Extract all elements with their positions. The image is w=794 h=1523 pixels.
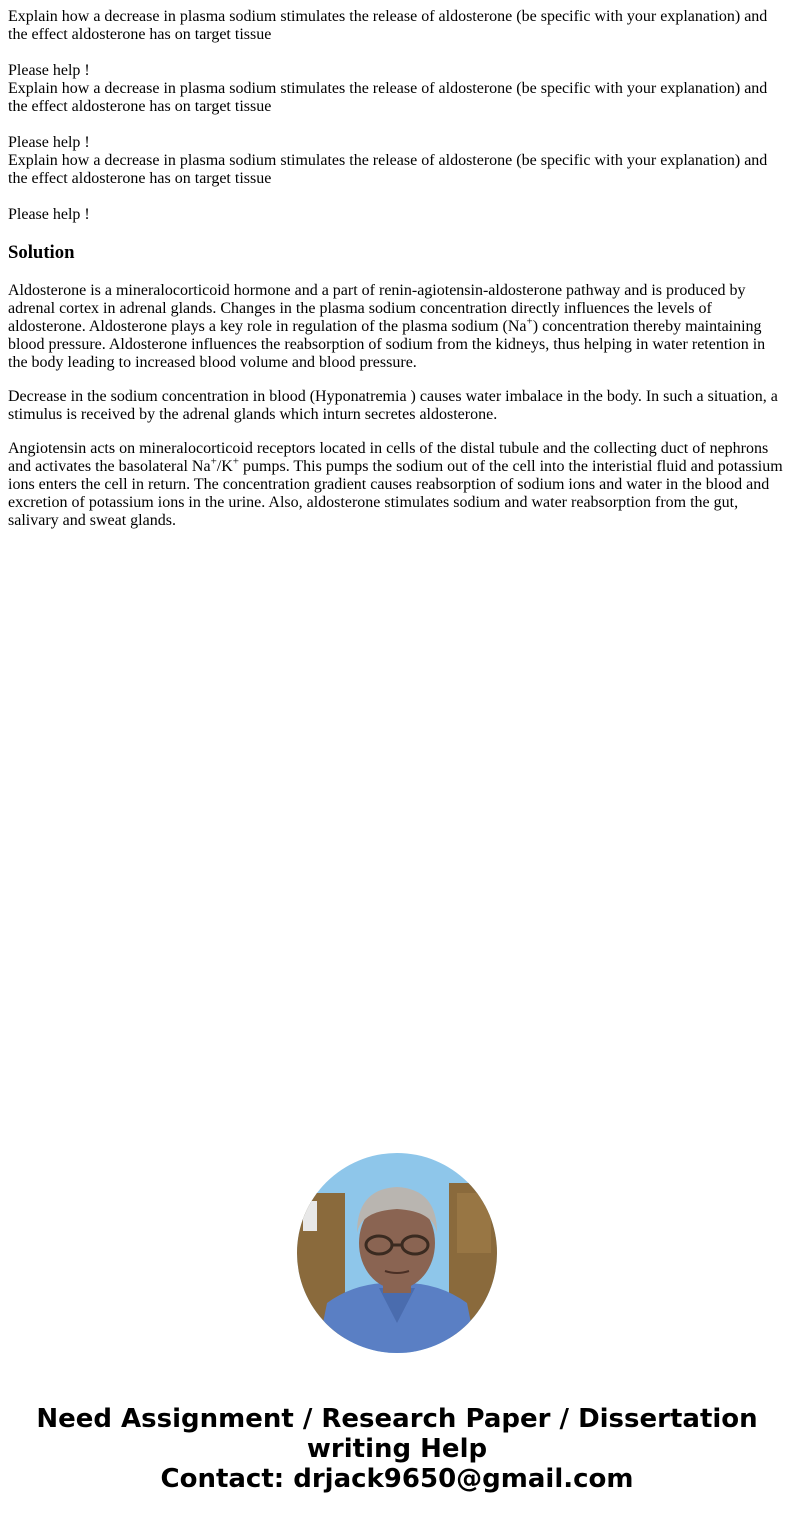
footer-line: writing Help (306, 1434, 488, 1464)
solution-text: Aldosterone is a mineralocorticoid hormone and a part of renin-agiotensin-aldosterone pathway and is produced by adrenal cortex in adrenal glands. Changes in the plasma sodium concentration directly influences the levels of aldosterone. Aldosterone plays a key role in regulation of the plasma sodium (Na (8, 282, 746, 335)
solution-text: pumps. This pumps the sodium out of the cell into the interistial fluid and potassium ions enters the cell in return. The concentration gradient causes reabsorption of sodium ions and water in the blood and excretion of potassium ions in the urine. Also, aldosterone stimulates sodium and water reabsorption from the gut, salivary and sweat glands. (8, 458, 783, 529)
page-content (8, 8, 786, 546)
avatar (297, 1153, 497, 1353)
question-text: Explain how a decrease in plasma sodium stimulates the release of aldosterone (be specific with your explanation) and the effect aldosterone has on target tissue (8, 8, 768, 43)
superscript: + (526, 315, 533, 328)
footer-contact: Contact: drjack9650@gmail.com (160, 1464, 634, 1494)
superscript: + (232, 455, 240, 468)
footer-line: Need Assignment / Research Paper / Dissertation (36, 1404, 758, 1434)
solution-body (8, 282, 786, 530)
question-plea: Please help ! (8, 134, 90, 151)
superscript: + (210, 455, 217, 468)
question-block (8, 8, 786, 224)
question-text: Explain how a decrease in plasma sodium stimulates the release of aldosterone (be specific with your explanation) and the effect aldosterone has on target tissue (8, 80, 768, 115)
question-plea: Please help ! (8, 62, 90, 79)
footer-banner (0, 1404, 794, 1494)
question-text: Explain how a decrease in plasma sodium stimulates the release of aldosterone (be specific with your explanation) and the effect aldosterone has on target tissue (8, 152, 768, 187)
solution-paragraph (8, 440, 786, 530)
solution-text: ) concentration thereby maintaining blood pressure. Aldosterone influences the reabsorption of sodium from the kidneys, thus helping in water retention in the body leading to increased blood volume and blood pressure. (8, 318, 766, 371)
solution-paragraph (8, 282, 786, 372)
avatar-portrait-image (297, 1153, 497, 1353)
solution-text: Angiotensin acts on mineralocorticoid receptors located in cells of the distal tubule and the collecting duct of nephrons and activates the basolateral Na (8, 440, 769, 475)
question-plea: Please help ! (8, 206, 90, 223)
solution-paragraph: Decrease in the sodium concentration in blood (Hyponatremia ) causes water imbalace in the body. In such a situation, a stimulus is received by the adrenal glands which inturn secretes aldosterone. (8, 388, 778, 423)
solution-heading: Solution (8, 242, 75, 263)
solution-text: /K (216, 458, 233, 475)
